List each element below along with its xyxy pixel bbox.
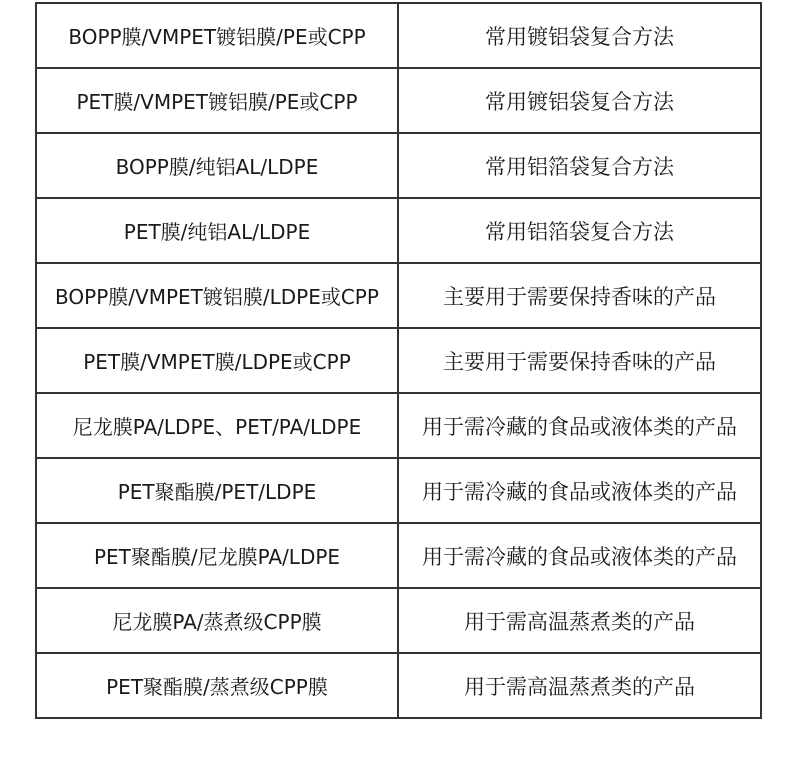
material-cell: 尼龙膜PA/蒸煮级CPP膜: [36, 588, 398, 653]
material-cell: BOPP膜/VMPET镀铝膜/PE或CPP: [36, 3, 398, 68]
material-cell: PET膜/纯铝AL/LDPE: [36, 198, 398, 263]
table-row: [36, 3, 761, 68]
usage-cell: 常用镀铝袋复合方法: [398, 68, 761, 133]
table-row: [36, 328, 761, 393]
material-cell: PET膜/VMPET膜/LDPE或CPP: [36, 328, 398, 393]
table-row: [36, 133, 761, 198]
material-cell: PET膜/VMPET镀铝膜/PE或CPP: [36, 68, 398, 133]
usage-cell: 主要用于需要保持香味的产品: [398, 328, 761, 393]
table-row: [36, 198, 761, 263]
table-row: [36, 523, 761, 588]
material-cell: PET聚酯膜/尼龙膜PA/LDPE: [36, 523, 398, 588]
table-row: [36, 393, 761, 458]
composite-film-table: [35, 2, 762, 719]
table-row: [36, 458, 761, 523]
usage-cell: 用于需冷藏的食品或液体类的产品: [398, 523, 761, 588]
usage-cell: 常用铝箔袋复合方法: [398, 198, 761, 263]
usage-cell: 常用镀铝袋复合方法: [398, 3, 761, 68]
usage-cell: 用于需高温蒸煮类的产品: [398, 653, 761, 718]
table-row: [36, 263, 761, 328]
usage-cell: 用于需高温蒸煮类的产品: [398, 588, 761, 653]
usage-cell: 用于需冷藏的食品或液体类的产品: [398, 458, 761, 523]
table-body: [36, 3, 761, 718]
material-cell: 尼龙膜PA/LDPE、PET/PA/LDPE: [36, 393, 398, 458]
usage-cell: 常用铝箔袋复合方法: [398, 133, 761, 198]
table-row: [36, 68, 761, 133]
table-row: [36, 653, 761, 718]
usage-cell: 主要用于需要保持香味的产品: [398, 263, 761, 328]
table-row: [36, 588, 761, 653]
composite-film-table-container: [35, 2, 760, 719]
material-cell: BOPP膜/VMPET镀铝膜/LDPE或CPP: [36, 263, 398, 328]
material-cell: BOPP膜/纯铝AL/LDPE: [36, 133, 398, 198]
material-cell: PET聚酯膜/蒸煮级CPP膜: [36, 653, 398, 718]
usage-cell: 用于需冷藏的食品或液体类的产品: [398, 393, 761, 458]
material-cell: PET聚酯膜/PET/LDPE: [36, 458, 398, 523]
